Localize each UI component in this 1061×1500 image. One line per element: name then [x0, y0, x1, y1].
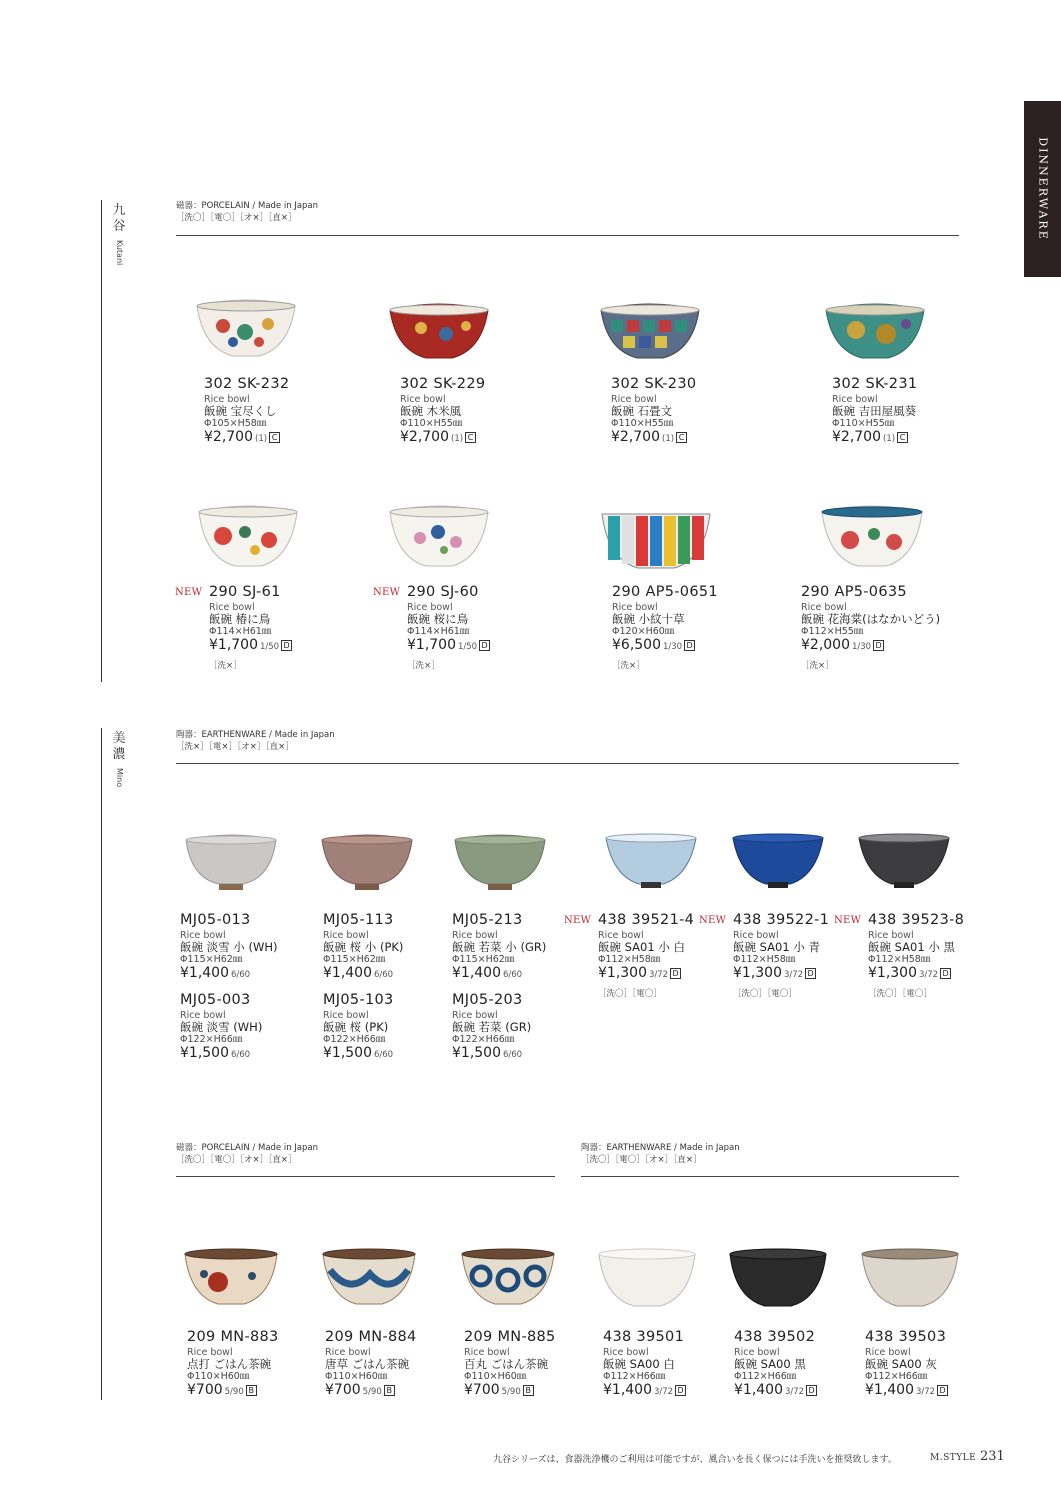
- product-price: ¥2,000 1/30 D: [801, 637, 971, 655]
- product-card: [187, 1329, 337, 1400]
- product-card: [204, 376, 354, 447]
- product-size: Φ122×H66㎜: [452, 1034, 515, 1045]
- product-en: Rice bowl: [180, 1010, 226, 1021]
- product-size: Φ115×H62㎜: [452, 954, 515, 965]
- care-note: ［洗×］: [612, 661, 645, 671]
- product-en: Rice bowl: [209, 602, 255, 613]
- product-name: 飯碗 SA01 小 青: [733, 940, 820, 954]
- care-note: ［洗×］: [407, 661, 440, 671]
- product-en: Rice bowl: [603, 1347, 649, 1358]
- care-note: ［洗×］: [209, 661, 242, 671]
- product-code: MJ05-213: [452, 912, 523, 928]
- product-card: [464, 1329, 614, 1400]
- product-size: Φ105×H58㎜: [204, 418, 267, 429]
- product-name: 飯碗 木米風: [400, 404, 462, 418]
- product-card: [325, 1329, 475, 1400]
- product-price: ¥1,400 3/72 D: [603, 1382, 728, 1400]
- new-badge: NEW: [175, 587, 203, 598]
- care-note: ［洗×］: [801, 661, 834, 671]
- product-price: ¥2,700 (1) C: [204, 429, 354, 447]
- product-name: 飯碗 SA00 灰: [865, 1357, 937, 1371]
- rank-badge: C: [897, 432, 908, 443]
- product-size: Φ110×H55㎜: [611, 418, 674, 429]
- rank-badge: D: [684, 640, 695, 651]
- bowl-image: [822, 300, 928, 368]
- product-name: 飯碗 花海棠(はなかいどう): [801, 612, 941, 626]
- section-title-jp: 美濃: [112, 731, 126, 762]
- product-price: ¥1,400 3/72 D: [865, 1382, 990, 1400]
- product-size: Φ122×H66㎜: [323, 1034, 386, 1045]
- material-label: 磁器：PORCELAIN / Made in Japan ［洗〇］［電〇］［オ×］［直×］: [176, 201, 319, 223]
- rank-badge: D: [806, 1385, 817, 1396]
- section-rule: [101, 200, 102, 682]
- bowl-image: [600, 508, 712, 578]
- product-code: MJ05-203: [452, 992, 523, 1008]
- product-card: [373, 584, 557, 671]
- rank-badge: D: [873, 640, 884, 651]
- product-code: 302 SK-232: [204, 376, 290, 392]
- rank-badge: D: [675, 1385, 686, 1396]
- product-code: MJ05-113: [323, 912, 394, 928]
- bowl-image: [727, 1246, 829, 1318]
- product-size: Φ112×H66㎜: [865, 1371, 928, 1382]
- material-label: 磁器：PORCELAIN / Made in Japan ［洗〇］［電〇］［オ×］［直×］: [176, 1143, 319, 1165]
- product-size: Φ122×H66㎜: [180, 1034, 243, 1045]
- product-card: [612, 584, 762, 671]
- product-en: Rice bowl: [180, 930, 226, 941]
- product-en: Rice bowl: [323, 1010, 369, 1021]
- product-size: Φ110×H60㎜: [187, 1371, 250, 1382]
- product-price: ¥1,500 6/60: [452, 1045, 523, 1061]
- product-card: [801, 584, 971, 671]
- product-card: [323, 992, 473, 1063]
- product-price: ¥1,400 6/60: [452, 965, 523, 981]
- bowl-image: [603, 832, 699, 896]
- product-en: Rice bowl: [868, 930, 914, 941]
- divider: [176, 763, 959, 764]
- bowl-image: [818, 502, 926, 576]
- product-price: ¥1,300 3/72 D: [598, 965, 708, 983]
- product-name: 飯碗 淡雪 (WH): [180, 1020, 263, 1034]
- product-en: Rice bowl: [204, 394, 250, 405]
- product-en: Rice bowl: [734, 1347, 780, 1358]
- product-name: 飯碗 吉田屋風葵: [832, 404, 917, 418]
- product-name: 飯碗 SA01 小 白: [598, 940, 685, 954]
- product-price: ¥1,400 3/72 D: [734, 1382, 859, 1400]
- product-name: 飯碗 桜 (PK): [323, 1020, 389, 1034]
- product-code: MJ05-013: [180, 912, 251, 928]
- product-name: 飯碗 若菜 小 (GR): [452, 940, 547, 954]
- product-size: Φ112×H58㎜: [733, 954, 796, 965]
- product-size: Φ120×H60㎜: [612, 626, 675, 637]
- product-size: Φ115×H62㎜: [180, 954, 243, 965]
- product-code: 290 AP5-0635: [801, 584, 907, 600]
- rank-badge: C: [465, 432, 476, 443]
- rank-badge: C: [676, 432, 687, 443]
- product-code: 209 MN-884: [325, 1329, 417, 1345]
- product-price: ¥1,400 6/60: [180, 965, 251, 981]
- product-price: ¥700 5/90 B: [187, 1382, 337, 1400]
- product-code: NEW 438 39523-8: [834, 912, 965, 928]
- product-size: Φ110×H60㎜: [325, 1371, 388, 1382]
- product-en: Rice bowl: [611, 394, 657, 405]
- product-name: 飯碗 小紋十草: [612, 612, 685, 626]
- section-title-en: Mino: [115, 768, 124, 788]
- product-price: ¥6,500 1/30 D: [612, 637, 762, 655]
- bowl-image: [319, 832, 415, 896]
- section-title-jp: 九谷: [112, 203, 126, 234]
- new-badge: NEW: [564, 915, 592, 926]
- product-price: ¥1,300 3/72 D: [868, 965, 978, 983]
- product-card: [400, 376, 550, 447]
- product-size: Φ110×H60㎜: [464, 1371, 527, 1382]
- product-code: 302 SK-229: [400, 376, 486, 392]
- product-code: 290 AP5-0651: [612, 584, 718, 600]
- product-name: 飯碗 桜に鳥: [407, 612, 469, 626]
- section-title-en: Kutani: [115, 240, 124, 266]
- product-price: ¥2,700 (1) C: [400, 429, 550, 447]
- rank-badge: C: [269, 432, 280, 443]
- product-name: 飯碗 椿に鳥: [209, 612, 271, 626]
- bowl-image: [193, 296, 299, 366]
- product-price: ¥700 5/90 B: [464, 1382, 614, 1400]
- product-size: Φ112×H58㎜: [598, 954, 661, 965]
- new-badge: NEW: [834, 915, 862, 926]
- product-en: Rice bowl: [407, 602, 453, 613]
- rank-badge: B: [246, 1385, 257, 1396]
- product-size: Φ112×H66㎜: [603, 1371, 666, 1382]
- product-card: [564, 912, 708, 999]
- product-code: NEW 438 39521-4: [564, 912, 695, 928]
- product-size: Φ114×H61㎜: [209, 626, 272, 637]
- product-en: Rice bowl: [452, 1010, 498, 1021]
- product-price: ¥1,700 1/50 D: [407, 637, 557, 655]
- product-name: 点打 ごはん茶碗: [187, 1357, 272, 1371]
- product-size: Φ115×H62㎜: [323, 954, 386, 965]
- new-badge: NEW: [373, 587, 401, 598]
- product-code: 438 39501: [603, 1329, 685, 1345]
- product-en: Rice bowl: [865, 1347, 911, 1358]
- product-name: 飯碗 石畳文: [611, 404, 673, 418]
- product-name: 飯碗 若菜 (GR): [452, 1020, 532, 1034]
- product-price: ¥2,700 (1) C: [832, 429, 982, 447]
- bowl-image: [597, 300, 703, 368]
- product-price: ¥1,500 6/60: [180, 1045, 251, 1061]
- product-card: [180, 992, 330, 1063]
- rank-badge: D: [670, 968, 681, 979]
- product-en: Rice bowl: [187, 1347, 233, 1358]
- bowl-image: [182, 1246, 280, 1316]
- product-name: 飯碗 SA00 白: [603, 1357, 675, 1371]
- product-code: 438 39502: [734, 1329, 816, 1345]
- product-code: 209 MN-885: [464, 1329, 556, 1345]
- bowl-image: [452, 832, 548, 896]
- rank-badge: B: [384, 1385, 395, 1396]
- care-note: ［洗〇］［電〇］: [598, 989, 662, 999]
- product-name: 飯碗 SA01 小 黒: [868, 940, 955, 954]
- product-en: Rice bowl: [612, 602, 658, 613]
- bowl-image: [730, 832, 826, 896]
- footer-note: 九谷シリーズは、食器洗浄機のご利用は可能ですが、風合いを長く保つには手洗いを推奨致します。: [493, 1455, 897, 1465]
- product-card: [452, 992, 602, 1063]
- rank-badge: D: [479, 640, 490, 651]
- product-card: [323, 912, 473, 983]
- product-card: [734, 1329, 859, 1400]
- product-card: [180, 912, 330, 983]
- product-code: 302 SK-230: [611, 376, 697, 392]
- new-badge: NEW: [699, 915, 727, 926]
- product-name: 飯碗 SA00 黒: [734, 1357, 806, 1371]
- section-rule: [101, 728, 102, 1400]
- product-size: Φ110×H55㎜: [400, 418, 463, 429]
- product-card: [175, 584, 359, 671]
- bowl-image: [856, 832, 952, 896]
- product-card: [834, 912, 978, 999]
- product-card: [611, 376, 761, 447]
- product-price: ¥1,700 1/50 D: [209, 637, 359, 655]
- product-card: [603, 1329, 728, 1400]
- product-en: Rice bowl: [832, 394, 878, 405]
- bowl-image: [459, 1246, 557, 1316]
- product-price: ¥1,500 6/60: [323, 1045, 394, 1061]
- product-en: Rice bowl: [464, 1347, 510, 1358]
- rank-badge: D: [937, 1385, 948, 1396]
- product-size: Φ112×H58㎜: [868, 954, 931, 965]
- divider: [176, 235, 959, 236]
- bowl-image: [386, 502, 492, 576]
- product-en: Rice bowl: [598, 930, 644, 941]
- rank-badge: B: [523, 1385, 534, 1396]
- rank-badge: D: [281, 640, 292, 651]
- dinnerware-tab: DINNERWARE: [1024, 101, 1061, 277]
- product-price: ¥2,700 (1) C: [611, 429, 761, 447]
- bowl-image: [386, 300, 492, 368]
- product-price: ¥1,400 6/60: [323, 965, 394, 981]
- product-code: NEW 290 SJ-60: [373, 584, 479, 600]
- product-en: Rice bowl: [400, 394, 446, 405]
- care-note: ［洗〇］［電〇］: [868, 989, 932, 999]
- product-code: 302 SK-231: [832, 376, 918, 392]
- product-code: 438 39503: [865, 1329, 947, 1345]
- product-code: MJ05-003: [180, 992, 251, 1008]
- product-card: [699, 912, 843, 999]
- product-name: 飯碗 宝尽くし: [204, 404, 277, 418]
- product-card: [832, 376, 982, 447]
- care-note: ［洗〇］［電〇］: [733, 989, 797, 999]
- product-en: Rice bowl: [801, 602, 847, 613]
- product-size: Φ112×H66㎜: [734, 1371, 797, 1382]
- divider: [581, 1176, 959, 1177]
- bowl-image: [320, 1246, 418, 1316]
- product-name: 飯碗 淡雪 小 (WH): [180, 940, 278, 954]
- bowl-image: [596, 1246, 698, 1318]
- product-en: Rice bowl: [325, 1347, 371, 1358]
- product-code: MJ05-103: [323, 992, 394, 1008]
- product-en: Rice bowl: [733, 930, 779, 941]
- product-price: ¥1,300 3/72 D: [733, 965, 843, 983]
- bowl-image: [859, 1246, 961, 1318]
- brand-name: M.STYLE: [930, 1453, 977, 1463]
- product-code: NEW 290 SJ-61: [175, 584, 281, 600]
- bowl-image: [183, 832, 279, 896]
- rank-badge: D: [940, 968, 951, 979]
- material-label: 陶器：EARTHENWARE / Made in Japan ［洗×］［電×］［オ×］［直×］: [176, 730, 335, 752]
- product-name: 飯碗 桜 小 (PK): [323, 940, 404, 954]
- product-name: 唐草 ごはん茶碗: [325, 1357, 410, 1371]
- bowl-image: [195, 502, 301, 576]
- divider: [176, 1176, 555, 1177]
- product-en: Rice bowl: [452, 930, 498, 941]
- product-size: Φ114×H61㎜: [407, 626, 470, 637]
- product-card: [865, 1329, 990, 1400]
- page-number: 231: [980, 1449, 1005, 1464]
- rank-badge: D: [805, 968, 816, 979]
- product-size: Φ112×H55㎜: [801, 626, 864, 637]
- product-price: ¥700 5/90 B: [325, 1382, 475, 1400]
- product-code: 209 MN-883: [187, 1329, 279, 1345]
- product-name: 百丸 ごはん茶碗: [464, 1357, 549, 1371]
- product-code: NEW 438 39522-1: [699, 912, 830, 928]
- product-size: Φ110×H55㎜: [832, 418, 895, 429]
- material-label: 陶器：EARTHENWARE / Made in Japan ［洗〇］［電〇］［オ×］［直×］: [581, 1143, 740, 1165]
- product-en: Rice bowl: [323, 930, 369, 941]
